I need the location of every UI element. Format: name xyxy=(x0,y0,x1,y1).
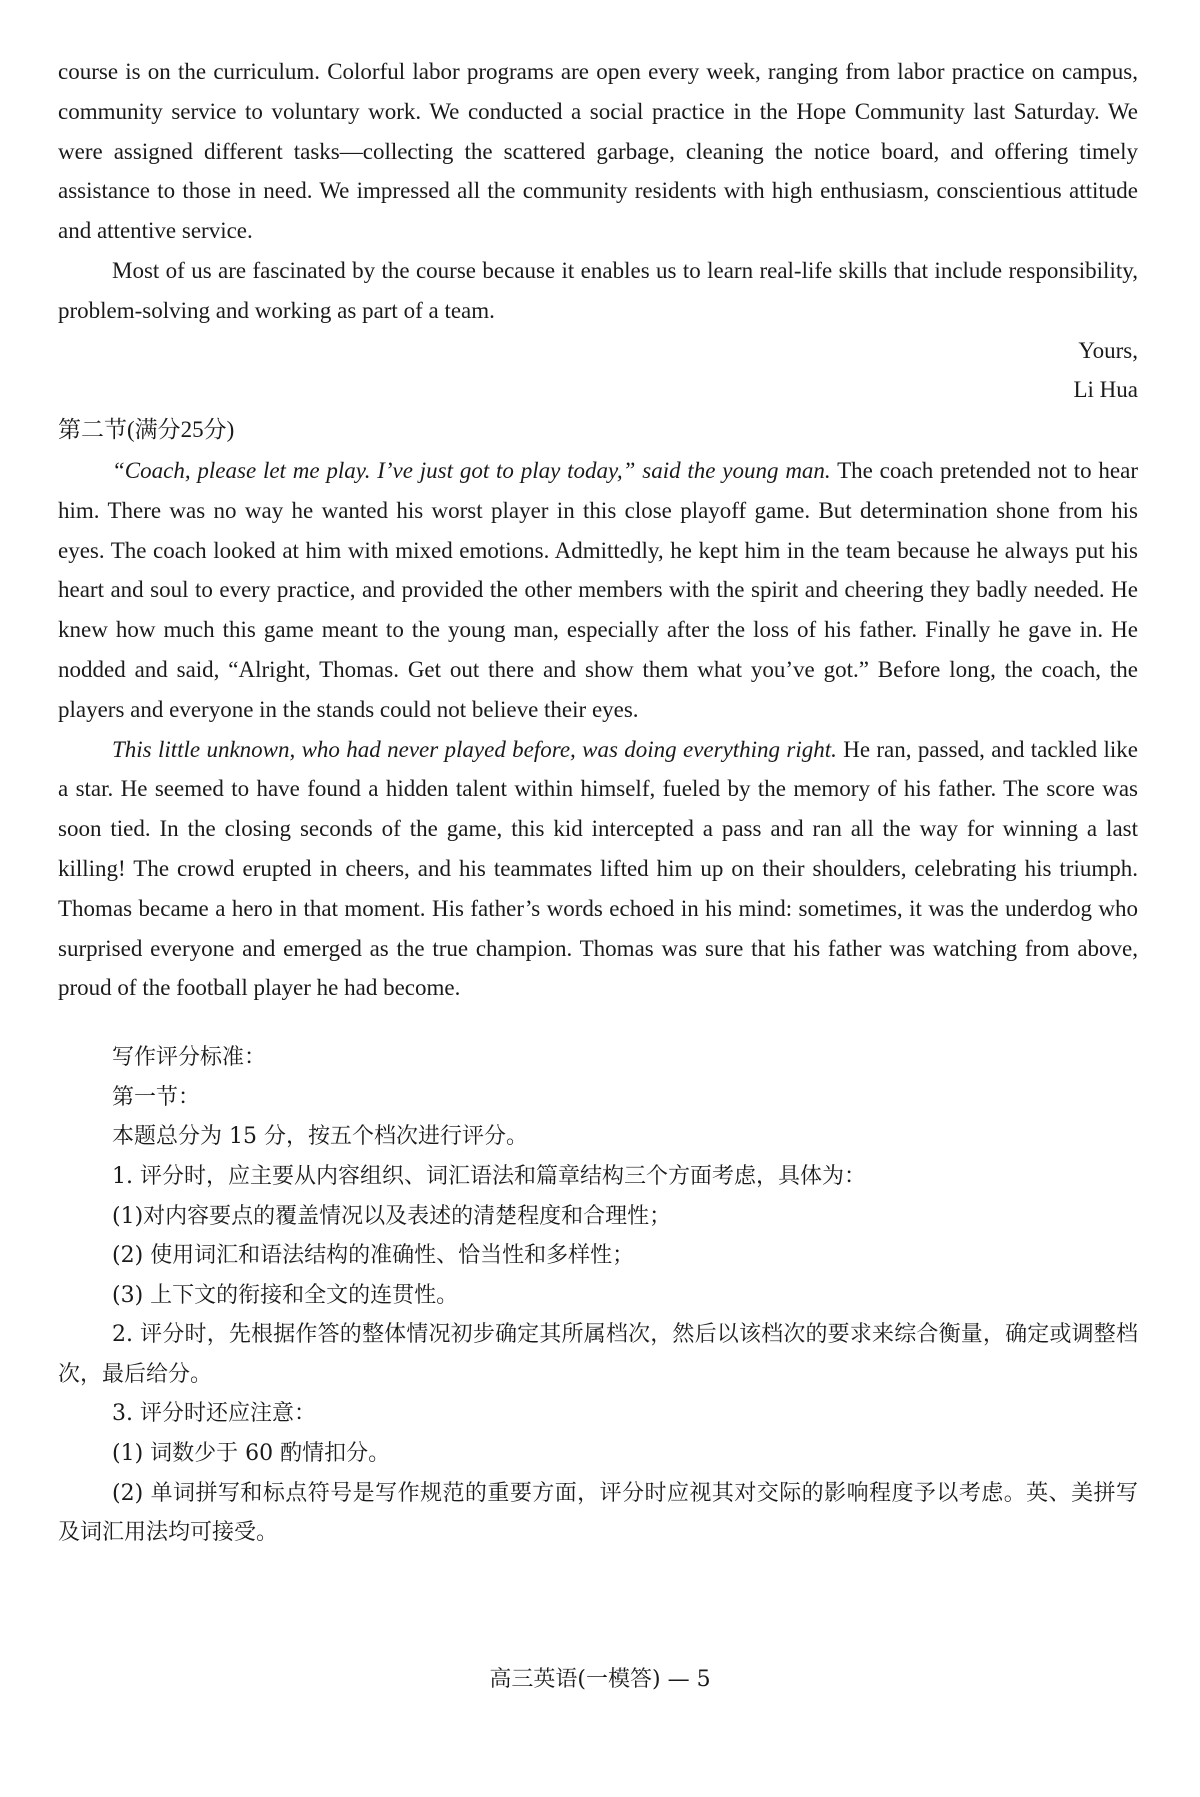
rubric-rule-1c: (3) 上下文的衔接和全文的连贯性。 xyxy=(112,1282,459,1308)
story-paragraph-1 xyxy=(58,451,1138,730)
page-footer: 高三英语(一模答) — 5 xyxy=(489,1667,711,1692)
rubric-section-1: 第一节： xyxy=(112,1084,201,1110)
section-2-heading xyxy=(58,410,1138,451)
story-paragraph-2 xyxy=(58,730,1138,1009)
rubric-rule-3: 3. 评分时还应注意： xyxy=(112,1401,316,1427)
rubric-rule-3b: (2) 单词拼写和标点符号是写作规范的重要方面，评分时应视其对交际的影响程度予以考虑。英、美拼写及词汇用法均可接受。 xyxy=(58,1480,1138,1546)
rubric-rule-3a: (1) 词数少于 60 酌情扣分。 xyxy=(112,1441,391,1467)
scoring-rubric xyxy=(58,1038,1138,1553)
rubric-total: 本题总分为 15 分，按五个档次进行评分。 xyxy=(112,1124,528,1150)
section-2-score: (满分25分) xyxy=(127,417,235,443)
rubric-title: 写作评分标准： xyxy=(112,1045,267,1071)
letter-closing: Yours, xyxy=(1078,337,1138,363)
letter-paragraph-1: course is on the curriculum. Colorful labor programs are open every week, ranging from labor practice on campus, community service to voluntary work. We conducted a social practice in the Hope Community last Saturday. We were assigned different tasks—collecting the scattered garbage, cleaning the notice board, and offering timely assistance to those in need. We impressed all the community residents with high enthusiasm, conscientious attitude and attentive service. xyxy=(58,59,1138,244)
section-2-title: 第二节 xyxy=(58,417,127,444)
rubric-rule-1b: (2) 使用词汇和语法结构的准确性、恰当性和多样性； xyxy=(112,1243,635,1269)
rubric-rule-1a: (1)对内容要点的覆盖情况以及表述的清楚程度和合理性； xyxy=(112,1203,672,1229)
letter-paragraph-2: Most of us are fascinated by the course because it enables us to learn real-life skills that include responsibility, problem-solving and working as part of a team. xyxy=(58,257,1138,323)
story-paragraph-2-italic: This little unknown, who had never played before, was doing everything right. xyxy=(112,736,837,762)
story-paragraph-2-text: He ran, passed, and tackled like a star. He seemed to have found a hidden talent within himself, fueled by the memory of his father. The score was soon tied. In the closing seconds of the game, this kid intercepted a pass and ran all the way for winning a last killing! The crowd erupted in cheers, and his teammates lifted him up on their shoulders, celebrating his triumph. Thomas became a hero in that moment. His father’s words echoed in his mind: sometimes, it was the underdog who surprised everyone and emerged as the true champion. Thomas was sure that his father was watching from above, proud of the football player he had become. xyxy=(58,736,1139,1001)
rubric-rule-1: 1. 评分时，应主要从内容组织、词汇语法和篇章结构三个方面考虑，具体为： xyxy=(112,1163,866,1189)
letter-signature: Li Hua xyxy=(1073,377,1138,403)
story-paragraph-1-italic: “Coach, please let me play. I’ve just got to play today,” said the young man. xyxy=(112,457,831,483)
rubric-rule-2: 2. 评分时，先根据作答的整体情况初步确定其所属档次，然后以该档次的要求来综合衡量，确定或调整档次，最后给分。 xyxy=(58,1322,1138,1387)
story-paragraph-1-text: The coach pretended not to hear him. There was no way he wanted his worst player in this close playoff game. But determination shone from his eyes. The coach looked at him with mixed emotions. Admittedly, he kept him in the team because he always put his heart and soul to every practice, and provided the other members with the spirit and cheering they badly needed. He knew how much this game meant to the young man, especially after the loss of his father. Finally he gave in. He nodded and said, “Alright, Thomas. Get out there and show them what you’ve got.” Before long, the coach, the players and everyone in the stands could not believe their eyes. xyxy=(58,457,1138,722)
document-body xyxy=(58,52,1138,1553)
